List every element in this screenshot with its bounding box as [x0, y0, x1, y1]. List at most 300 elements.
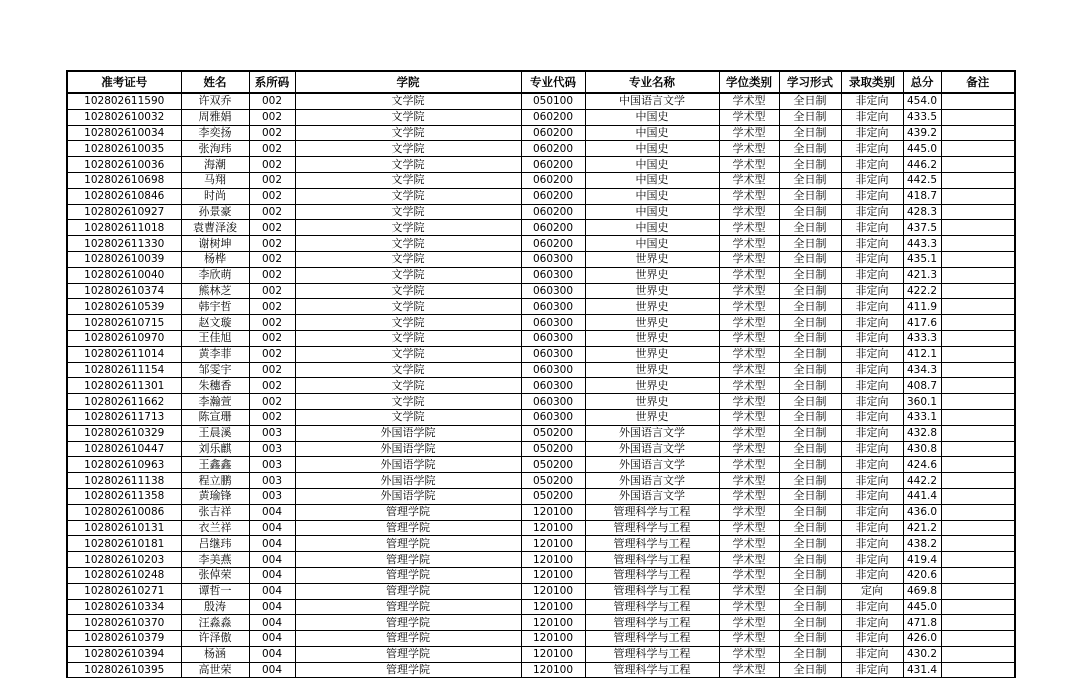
study-mode-cell: 全日制: [779, 299, 841, 315]
name-cell: 刘乐麒: [181, 441, 249, 457]
name-cell: 杨涵: [181, 646, 249, 662]
remarks-cell: [941, 346, 1015, 362]
table-row: [67, 330, 1015, 346]
college-cell: 文学院: [295, 394, 521, 410]
name-cell: 吕继玮: [181, 536, 249, 552]
dept-code-cell: 003: [249, 488, 295, 504]
major-code-cell: 060300: [521, 315, 585, 331]
remarks-cell: [941, 362, 1015, 378]
admission-type-cell: 非定向: [841, 646, 903, 662]
major-code-cell: 060300: [521, 251, 585, 267]
admission-type-cell: 非定向: [841, 520, 903, 536]
header-college: 学院: [295, 71, 521, 93]
major-code-cell: 060300: [521, 283, 585, 299]
major-code-cell: 120100: [521, 552, 585, 568]
total-score-cell: 443.3: [903, 236, 941, 252]
table-row: [67, 267, 1015, 283]
dept-code-cell: 002: [249, 93, 295, 109]
major-code-cell: 060200: [521, 236, 585, 252]
name-cell: 张洵玮: [181, 141, 249, 157]
table-row: [67, 425, 1015, 441]
major-name-cell: 中国史: [585, 157, 719, 173]
remarks-cell: [941, 93, 1015, 109]
exam-id-cell: 102802610370: [67, 615, 181, 631]
admission-type-cell: 非定向: [841, 283, 903, 299]
college-cell: 文学院: [295, 267, 521, 283]
major-code-cell: 120100: [521, 567, 585, 583]
admission-type-cell: 非定向: [841, 299, 903, 315]
major-code-cell: 060200: [521, 141, 585, 157]
degree-type-cell: 学术型: [719, 220, 779, 236]
college-cell: 文学院: [295, 93, 521, 109]
study-mode-cell: 全日制: [779, 330, 841, 346]
total-score-cell: 408.7: [903, 378, 941, 394]
total-score-cell: 437.5: [903, 220, 941, 236]
remarks-cell: [941, 141, 1015, 157]
study-mode-cell: 全日制: [779, 267, 841, 283]
dept-code-cell: 003: [249, 441, 295, 457]
study-mode-cell: 全日制: [779, 488, 841, 504]
degree-type-cell: 学术型: [719, 488, 779, 504]
dept-code-cell: 002: [249, 157, 295, 173]
study-mode-cell: 全日制: [779, 346, 841, 362]
college-cell: 管理学院: [295, 567, 521, 583]
dept-code-cell: 002: [249, 204, 295, 220]
total-score-cell: 438.2: [903, 536, 941, 552]
dept-code-cell: 004: [249, 536, 295, 552]
admission-type-cell: 非定向: [841, 157, 903, 173]
header-degree-type: 学位类别: [719, 71, 779, 93]
remarks-cell: [941, 599, 1015, 615]
exam-id-cell: 102802610539: [67, 299, 181, 315]
exam-id-cell: 102802610035: [67, 141, 181, 157]
study-mode-cell: 全日制: [779, 662, 841, 678]
total-score-cell: 433.5: [903, 109, 941, 125]
admission-type-cell: 非定向: [841, 615, 903, 631]
major-code-cell: 060200: [521, 125, 585, 141]
exam-id-cell: 102802610181: [67, 536, 181, 552]
header-total-score: 总分: [903, 71, 941, 93]
remarks-cell: [941, 631, 1015, 647]
degree-type-cell: 学术型: [719, 646, 779, 662]
table-row: [67, 251, 1015, 267]
exam-id-cell: 102802610203: [67, 552, 181, 568]
table-row: [67, 536, 1015, 552]
admission-type-cell: 非定向: [841, 330, 903, 346]
major-name-cell: 中国史: [585, 204, 719, 220]
exam-id-cell: 102802610271: [67, 583, 181, 599]
exam-id-cell: 102802610698: [67, 172, 181, 188]
total-score-cell: 454.0: [903, 93, 941, 109]
exam-id-cell: 102802610086: [67, 504, 181, 520]
total-score-cell: 432.8: [903, 425, 941, 441]
admission-type-cell: 非定向: [841, 504, 903, 520]
college-cell: 文学院: [295, 109, 521, 125]
study-mode-cell: 全日制: [779, 552, 841, 568]
exam-id-cell: 102802611662: [67, 394, 181, 410]
name-cell: 王晨溪: [181, 425, 249, 441]
exam-id-cell: 102802610379: [67, 631, 181, 647]
exam-id-cell: 102802610970: [67, 330, 181, 346]
dept-code-cell: 002: [249, 141, 295, 157]
degree-type-cell: 学术型: [719, 362, 779, 378]
major-code-cell: 120100: [521, 504, 585, 520]
college-cell: 文学院: [295, 283, 521, 299]
name-cell: 李欣萌: [181, 267, 249, 283]
dept-code-cell: 003: [249, 425, 295, 441]
exam-id-cell: 102802610846: [67, 188, 181, 204]
admission-type-cell: 非定向: [841, 141, 903, 157]
admission-type-cell: 非定向: [841, 346, 903, 362]
college-cell: 文学院: [295, 362, 521, 378]
major-name-cell: 世界史: [585, 362, 719, 378]
degree-type-cell: 学术型: [719, 631, 779, 647]
name-cell: 袁曹泽浚: [181, 220, 249, 236]
remarks-cell: [941, 552, 1015, 568]
study-mode-cell: 全日制: [779, 362, 841, 378]
total-score-cell: 419.4: [903, 552, 941, 568]
study-mode-cell: 全日制: [779, 125, 841, 141]
total-score-cell: 422.2: [903, 283, 941, 299]
admission-type-cell: 非定向: [841, 409, 903, 425]
college-cell: 文学院: [295, 346, 521, 362]
major-code-cell: 060300: [521, 299, 585, 315]
remarks-cell: [941, 204, 1015, 220]
remarks-cell: [941, 315, 1015, 331]
degree-type-cell: 学术型: [719, 425, 779, 441]
dept-code-cell: 002: [249, 172, 295, 188]
study-mode-cell: 全日制: [779, 425, 841, 441]
table-row: [67, 567, 1015, 583]
total-score-cell: 420.6: [903, 567, 941, 583]
table-row: [67, 488, 1015, 504]
degree-type-cell: 学术型: [719, 109, 779, 125]
total-score-cell: 439.2: [903, 125, 941, 141]
degree-type-cell: 学术型: [719, 188, 779, 204]
major-code-cell: 060200: [521, 157, 585, 173]
dept-code-cell: 004: [249, 583, 295, 599]
college-cell: 文学院: [295, 299, 521, 315]
admission-type-cell: 定向: [841, 583, 903, 599]
college-cell: 文学院: [295, 330, 521, 346]
admission-type-cell: 非定向: [841, 204, 903, 220]
study-mode-cell: 全日制: [779, 394, 841, 410]
name-cell: 黄李菲: [181, 346, 249, 362]
major-code-cell: 060300: [521, 378, 585, 394]
degree-type-cell: 学术型: [719, 394, 779, 410]
total-score-cell: 442.2: [903, 473, 941, 489]
degree-type-cell: 学术型: [719, 315, 779, 331]
remarks-cell: [941, 299, 1015, 315]
remarks-cell: [941, 394, 1015, 410]
name-cell: 陈宣珊: [181, 409, 249, 425]
major-name-cell: 中国史: [585, 220, 719, 236]
name-cell: 海潮: [181, 157, 249, 173]
exam-id-cell: 102802611154: [67, 362, 181, 378]
header-major-name: 专业名称: [585, 71, 719, 93]
name-cell: 张吉祥: [181, 504, 249, 520]
major-code-cell: 050100: [521, 93, 585, 109]
degree-type-cell: 学术型: [719, 346, 779, 362]
admission-type-cell: 非定向: [841, 267, 903, 283]
total-score-cell: 428.3: [903, 204, 941, 220]
major-code-cell: 060300: [521, 267, 585, 283]
remarks-cell: [941, 172, 1015, 188]
name-cell: 许泽傲: [181, 631, 249, 647]
dept-code-cell: 003: [249, 473, 295, 489]
degree-type-cell: 学术型: [719, 157, 779, 173]
dept-code-cell: 002: [249, 315, 295, 331]
name-cell: 程立鹏: [181, 473, 249, 489]
college-cell: 文学院: [295, 236, 521, 252]
major-name-cell: 中国史: [585, 109, 719, 125]
name-cell: 许双乔: [181, 93, 249, 109]
header-remarks: 备注: [941, 71, 1015, 93]
degree-type-cell: 学术型: [719, 251, 779, 267]
major-name-cell: 外国语言文学: [585, 457, 719, 473]
table-row: [67, 583, 1015, 599]
major-name-cell: 管理科学与工程: [585, 615, 719, 631]
name-cell: 李奕扬: [181, 125, 249, 141]
name-cell: 王佳旭: [181, 330, 249, 346]
college-cell: 管理学院: [295, 631, 521, 647]
major-name-cell: 管理科学与工程: [585, 567, 719, 583]
dept-code-cell: 002: [249, 283, 295, 299]
major-code-cell: 060300: [521, 394, 585, 410]
study-mode-cell: 全日制: [779, 409, 841, 425]
dept-code-cell: 003: [249, 457, 295, 473]
college-cell: 文学院: [295, 125, 521, 141]
major-name-cell: 世界史: [585, 330, 719, 346]
admission-type-cell: 非定向: [841, 93, 903, 109]
table-row: [67, 283, 1015, 299]
remarks-cell: [941, 251, 1015, 267]
dept-code-cell: 002: [249, 236, 295, 252]
name-cell: 邹雯宇: [181, 362, 249, 378]
remarks-cell: [941, 615, 1015, 631]
exam-id-cell: 102802611301: [67, 378, 181, 394]
major-name-cell: 世界史: [585, 299, 719, 315]
major-name-cell: 外国语言文学: [585, 441, 719, 457]
major-name-cell: 世界史: [585, 315, 719, 331]
dept-code-cell: 002: [249, 299, 295, 315]
total-score-cell: 441.4: [903, 488, 941, 504]
degree-type-cell: 学术型: [719, 204, 779, 220]
header-dept-code: 系所码: [249, 71, 295, 93]
degree-type-cell: 学术型: [719, 536, 779, 552]
study-mode-cell: 全日制: [779, 646, 841, 662]
major-name-cell: 中国语言文学: [585, 93, 719, 109]
study-mode-cell: 全日制: [779, 236, 841, 252]
major-code-cell: 120100: [521, 615, 585, 631]
remarks-cell: [941, 220, 1015, 236]
remarks-cell: [941, 157, 1015, 173]
major-code-cell: 060300: [521, 409, 585, 425]
remarks-cell: [941, 457, 1015, 473]
header-row: [67, 71, 1015, 93]
name-cell: 时尚: [181, 188, 249, 204]
study-mode-cell: 全日制: [779, 615, 841, 631]
college-cell: 文学院: [295, 172, 521, 188]
major-code-cell: 120100: [521, 662, 585, 678]
dept-code-cell: 004: [249, 599, 295, 615]
major-code-cell: 060200: [521, 188, 585, 204]
table-row: [67, 473, 1015, 489]
degree-type-cell: 学术型: [719, 330, 779, 346]
major-name-cell: 中国史: [585, 141, 719, 157]
major-code-cell: 060300: [521, 330, 585, 346]
dept-code-cell: 004: [249, 662, 295, 678]
study-mode-cell: 全日制: [779, 283, 841, 299]
name-cell: 衣兰祥: [181, 520, 249, 536]
name-cell: 谢树坤: [181, 236, 249, 252]
major-code-cell: 120100: [521, 599, 585, 615]
dept-code-cell: 004: [249, 567, 295, 583]
major-name-cell: 管理科学与工程: [585, 552, 719, 568]
remarks-cell: [941, 409, 1015, 425]
name-cell: 张倬荣: [181, 567, 249, 583]
total-score-cell: 446.2: [903, 157, 941, 173]
study-mode-cell: 全日制: [779, 251, 841, 267]
exam-id-cell: 102802611330: [67, 236, 181, 252]
remarks-cell: [941, 488, 1015, 504]
college-cell: 管理学院: [295, 536, 521, 552]
name-cell: 黄瑜锋: [181, 488, 249, 504]
study-mode-cell: 全日制: [779, 93, 841, 109]
table-row: [67, 157, 1015, 173]
admission-type-cell: 非定向: [841, 599, 903, 615]
remarks-cell: [941, 267, 1015, 283]
remarks-cell: [941, 441, 1015, 457]
study-mode-cell: 全日制: [779, 473, 841, 489]
admission-type-cell: 非定向: [841, 631, 903, 647]
dept-code-cell: 004: [249, 552, 295, 568]
admission-type-cell: 非定向: [841, 457, 903, 473]
major-code-cell: 060200: [521, 220, 585, 236]
total-score-cell: 421.2: [903, 520, 941, 536]
college-cell: 文学院: [295, 188, 521, 204]
name-cell: 汪淼淼: [181, 615, 249, 631]
dept-code-cell: 002: [249, 220, 295, 236]
degree-type-cell: 学术型: [719, 125, 779, 141]
study-mode-cell: 全日制: [779, 441, 841, 457]
admission-type-cell: 非定向: [841, 378, 903, 394]
dept-code-cell: 002: [249, 346, 295, 362]
major-name-cell: 管理科学与工程: [585, 583, 719, 599]
remarks-cell: [941, 567, 1015, 583]
exam-id-cell: 102802610329: [67, 425, 181, 441]
college-cell: 外国语学院: [295, 425, 521, 441]
major-name-cell: 外国语言文学: [585, 473, 719, 489]
admission-type-cell: 非定向: [841, 662, 903, 678]
table-row: [67, 504, 1015, 520]
dept-code-cell: 002: [249, 362, 295, 378]
dept-code-cell: 002: [249, 188, 295, 204]
exam-id-cell: 102802611713: [67, 409, 181, 425]
total-score-cell: 445.0: [903, 141, 941, 157]
remarks-cell: [941, 236, 1015, 252]
major-name-cell: 中国史: [585, 236, 719, 252]
college-cell: 外国语学院: [295, 441, 521, 457]
admission-type-cell: 非定向: [841, 394, 903, 410]
study-mode-cell: 全日制: [779, 378, 841, 394]
exam-id-cell: 102802610374: [67, 283, 181, 299]
total-score-cell: 433.1: [903, 409, 941, 425]
table-row: [67, 220, 1015, 236]
college-cell: 文学院: [295, 315, 521, 331]
study-mode-cell: 全日制: [779, 141, 841, 157]
table-row: [67, 599, 1015, 615]
exam-id-cell: 102802610715: [67, 315, 181, 331]
table-row: [67, 409, 1015, 425]
exam-id-cell: 102802611138: [67, 473, 181, 489]
table-row: [67, 662, 1015, 678]
name-cell: 周雅娟: [181, 109, 249, 125]
table-row: [67, 457, 1015, 473]
table-row: [67, 362, 1015, 378]
major-code-cell: 060200: [521, 204, 585, 220]
admission-type-cell: 非定向: [841, 567, 903, 583]
college-cell: 管理学院: [295, 520, 521, 536]
degree-type-cell: 学术型: [719, 172, 779, 188]
college-cell: 外国语学院: [295, 488, 521, 504]
table-row: [67, 646, 1015, 662]
table-row: [67, 172, 1015, 188]
remarks-cell: [941, 109, 1015, 125]
remarks-cell: [941, 504, 1015, 520]
admission-type-cell: 非定向: [841, 172, 903, 188]
college-cell: 文学院: [295, 409, 521, 425]
dept-code-cell: 004: [249, 520, 295, 536]
total-score-cell: 412.1: [903, 346, 941, 362]
degree-type-cell: 学术型: [719, 552, 779, 568]
total-score-cell: 418.7: [903, 188, 941, 204]
study-mode-cell: 全日制: [779, 599, 841, 615]
admission-type-cell: 非定向: [841, 251, 903, 267]
table-row: [67, 615, 1015, 631]
admission-type-cell: 非定向: [841, 441, 903, 457]
college-cell: 管理学院: [295, 504, 521, 520]
remarks-cell: [941, 283, 1015, 299]
college-cell: 管理学院: [295, 599, 521, 615]
dept-code-cell: 002: [249, 267, 295, 283]
table-row: [67, 394, 1015, 410]
major-code-cell: 060300: [521, 346, 585, 362]
study-mode-cell: 全日制: [779, 109, 841, 125]
degree-type-cell: 学术型: [719, 662, 779, 678]
major-name-cell: 中国史: [585, 172, 719, 188]
degree-type-cell: 学术型: [719, 93, 779, 109]
major-code-cell: 060300: [521, 362, 585, 378]
college-cell: 文学院: [295, 157, 521, 173]
table-row: [67, 93, 1015, 109]
remarks-cell: [941, 646, 1015, 662]
exam-id-cell: 102802611358: [67, 488, 181, 504]
table-body: [67, 93, 1015, 678]
total-score-cell: 421.3: [903, 267, 941, 283]
study-mode-cell: 全日制: [779, 536, 841, 552]
major-code-cell: 050200: [521, 473, 585, 489]
college-cell: 管理学院: [295, 646, 521, 662]
major-name-cell: 世界史: [585, 378, 719, 394]
degree-type-cell: 学术型: [719, 457, 779, 473]
major-name-cell: 世界史: [585, 346, 719, 362]
name-cell: 李瀚萱: [181, 394, 249, 410]
total-score-cell: 442.5: [903, 172, 941, 188]
remarks-cell: [941, 520, 1015, 536]
dept-code-cell: 002: [249, 109, 295, 125]
header-admission-type: 录取类别: [841, 71, 903, 93]
